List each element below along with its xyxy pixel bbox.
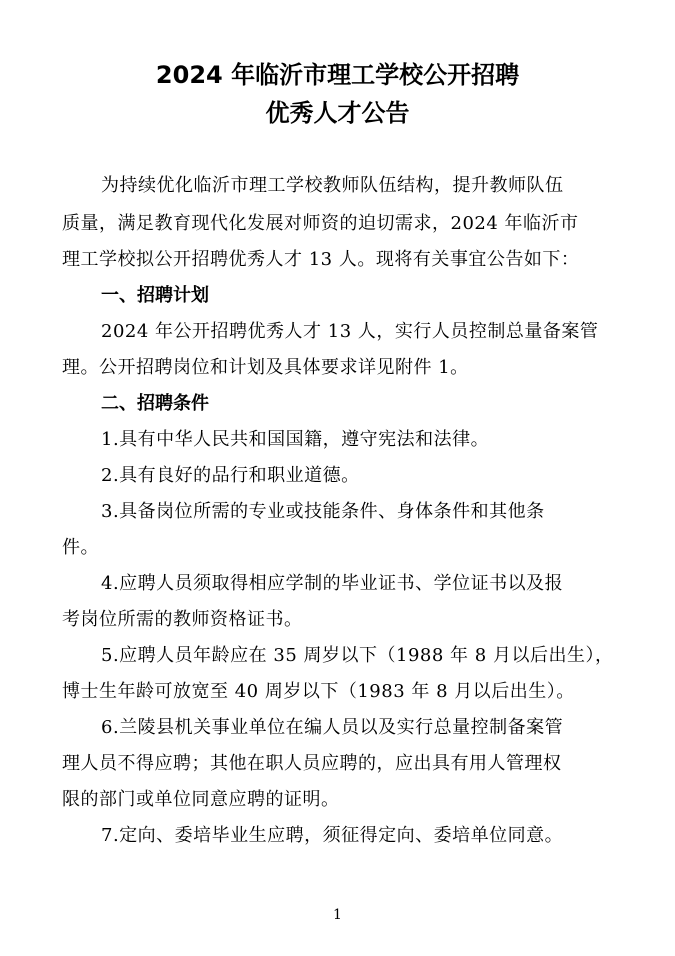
- condition-3-line-2: 件。: [62, 537, 99, 558]
- document-title-line-2: 优秀人才公告: [265, 99, 410, 127]
- intro-line-2: 质量，满足教育现代化发展对师资的迫切需求，2024 年临沂市: [62, 213, 579, 234]
- document-title-line-1: 2024 年临沂市理工学校公开招聘: [155, 61, 520, 89]
- condition-5-line-1: 5.应聘人员年龄应在 35 周岁以下（1988 年 8 月以后出生），: [101, 645, 614, 666]
- condition-2: 2.具有良好的品行和职业道德。: [101, 465, 360, 486]
- condition-6-line-2: 理人员不得应聘；其他在职人员应聘的，应出具有用人管理权: [62, 753, 562, 774]
- condition-4-line-2: 考岗位所需的教师资格证书。: [62, 609, 303, 630]
- intro-line-1: 为持续优化临沂市理工学校教师队伍结构，提升教师队伍: [101, 175, 564, 196]
- intro-line-3: 理工学校拟公开招聘优秀人才 13 人。现将有关事宜公告如下：: [62, 249, 580, 270]
- condition-5-line-2: 博士生年龄可放宽至 40 周岁以下（1983 年 8 月以后出生）。: [62, 681, 575, 702]
- condition-7: 7.定向、委培毕业生应聘，须征得定向、委培单位同意。: [101, 825, 564, 846]
- section1-line-1: 2024 年公开招聘优秀人才 13 人，实行人员控制总量备案管: [101, 321, 599, 342]
- condition-6-line-1: 6.兰陵县机关事业单位在编人员以及实行总量控制备案管: [101, 717, 564, 738]
- section-heading-plan: 一、招聘计划: [101, 285, 209, 306]
- condition-6-line-3: 限的部门或单位同意应聘的证明。: [62, 789, 340, 810]
- section-heading-conditions: 二、招聘条件: [101, 393, 209, 414]
- section1-line-2: 理。公开招聘岗位和计划及具体要求详见附件 1。: [62, 357, 469, 378]
- condition-3-line-1: 3.具备岗位所需的专业或技能条件、身体条件和其他条: [101, 501, 545, 522]
- condition-4-line-1: 4.应聘人员须取得相应学制的毕业证书、学位证书以及报: [101, 573, 564, 594]
- page-number: 1: [333, 907, 342, 923]
- condition-1: 1.具有中华人民共和国国籍，遵守宪法和法律。: [101, 429, 490, 450]
